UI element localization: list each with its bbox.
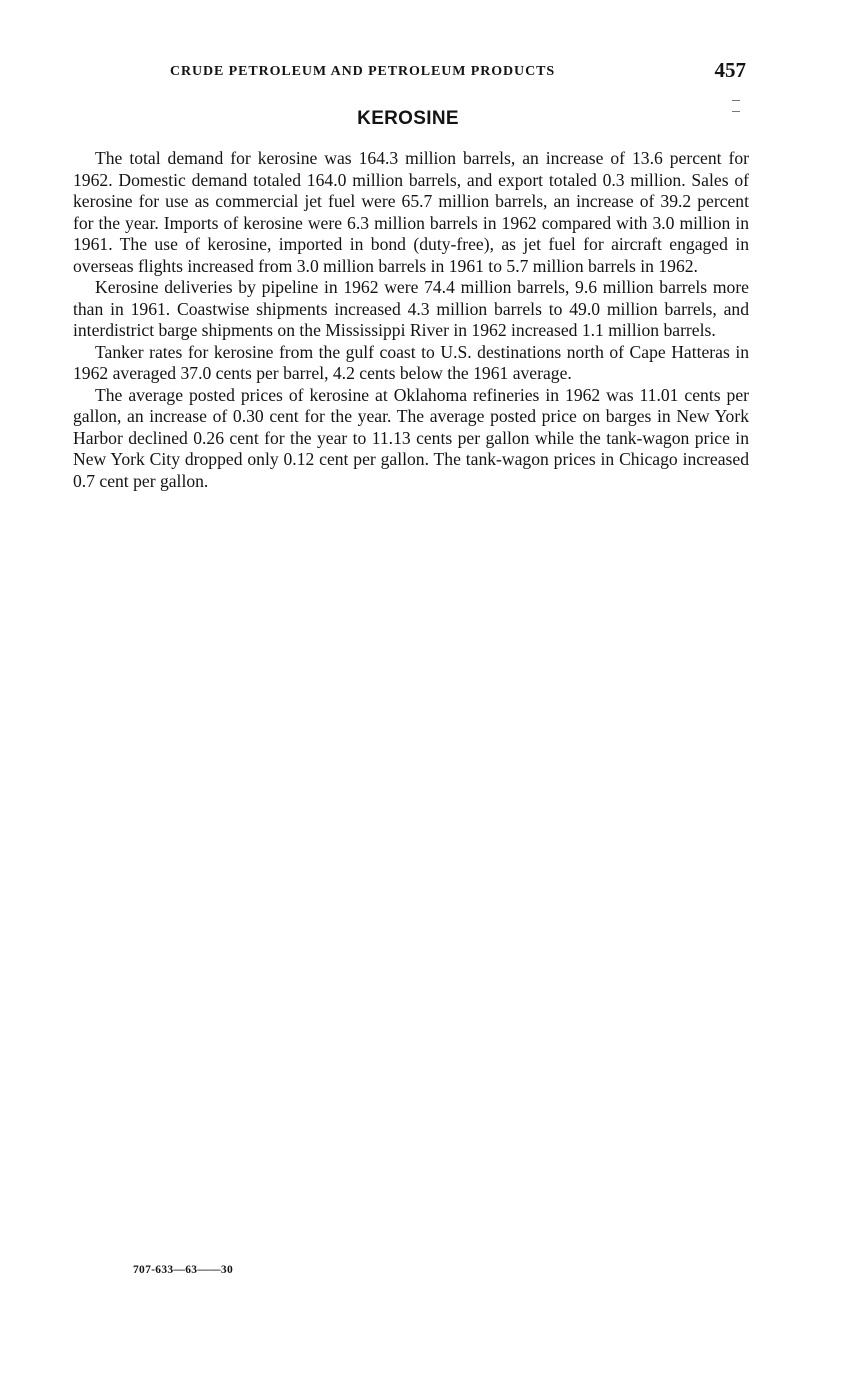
- scan-speck: [732, 111, 740, 112]
- body-text: [73, 148, 749, 492]
- running-title: CRUDE PETROLEUM AND PETROLEUM PRODUCTS: [170, 64, 555, 79]
- page-number: 457: [714, 58, 746, 82]
- printer-imprint: 707-633—63——30: [133, 1264, 234, 1276]
- section-title: KEROSINE: [357, 108, 459, 129]
- paragraph-deliveries: Kerosine deliveries by pipeline in 1962 were 74.4 million barrels, 9.6 million barrels more than in 1961. Coastwise shipments increased 4.3 million barrels to 49.0 million barrels, and interdistrict barge shipments on the Mississippi River in 1962 increased 1.1 million barrels.: [73, 277, 749, 340]
- paragraph-prices: The average posted prices of kerosine at Oklahoma refineries in 1962 was 11.01 cents per gallon, an increase of 0.30 cent for the year. The average posted price on barges in New York Harbor declined 0.26 cent for the year to 11.13 cents per gallon while the tank-wagon price in New York City dropped only 0.12 cent per gallon. The tank-wagon prices in Chicago increased 0.7 cent per gallon.: [73, 384, 749, 491]
- paragraph-demand: The total demand for kerosine was 164.3 million barrels, an increase of 13.6 percent for 1962. Domestic demand totaled 164.0 million barrels, and export totaled 0.3 million. Sales of kerosine for use as commercial jet fuel were 65.7 million barrels, an increase of 39.2 percent for the year. Imports of kerosine were 6.3 million barrels in 1962 compared with 3.0 million in 1961. The use of kerosine, imported in bond (duty-free), as jet fuel for aircraft engaged in overseas flights increased from 3.0 million barrels in 1961 to 5.7 million barrels in 1962.: [73, 148, 749, 276]
- running-head: [74, 58, 746, 84]
- paragraph-tanker-rates: Tanker rates for kerosine from the gulf coast to U.S. destinations north of Cape Hatteras in 1962 averaged 37.0 cents per barrel, 4.2 cents below the 1961 average.: [73, 341, 749, 383]
- scan-speck: [732, 100, 740, 101]
